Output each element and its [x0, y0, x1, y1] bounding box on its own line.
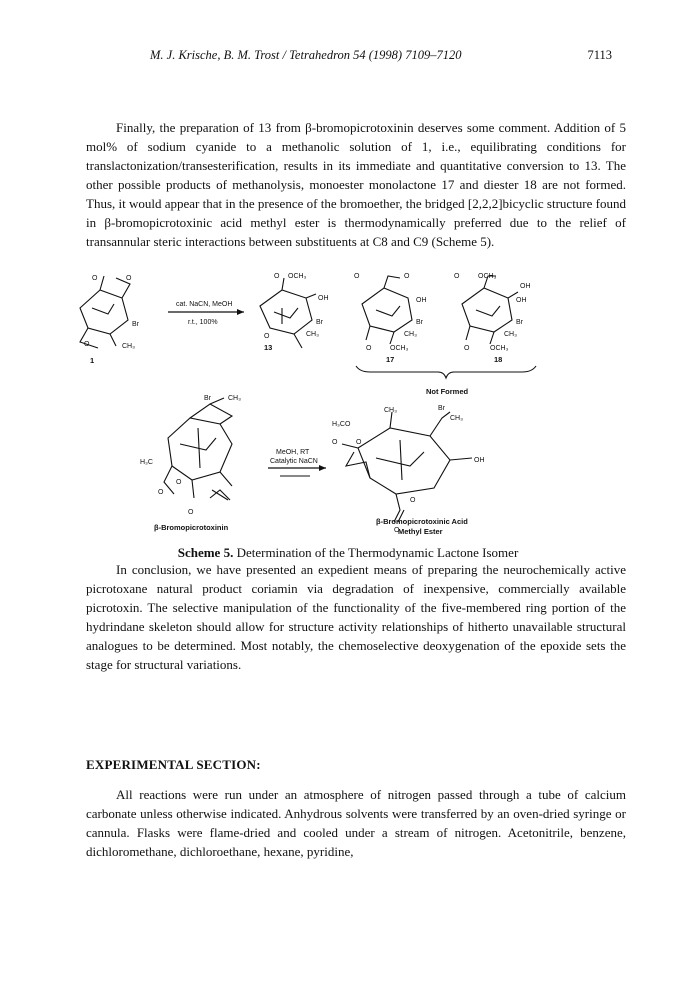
- atom-och3: OCH₃: [288, 273, 307, 280]
- section-heading: EXPERIMENTAL SECTION:: [86, 757, 261, 772]
- atom-oh: OH: [520, 283, 531, 290]
- atom-h3c: H₃C: [140, 459, 153, 466]
- structure-bromopicrotoxinin: [140, 395, 241, 532]
- reagent-label: cat. NaCN, MeOH: [176, 301, 233, 308]
- atom-oh: OH: [318, 295, 329, 302]
- paragraph-conclusion: In conclusion, we have presented an expedient means of preparing the neurochemically active picrotoxane natural product coriamin via degradation of inexpensive, commercially available picrotoxin. The selective manipulation of the functionality of the five-membered ring portion of the hydrindane skeleton should allow for structure activity relationships of hitherto unavailable structural analogues to be determined. Most notably, the chemoselective deoxygenation of the epoxide sets the stage for structural variations.: [86, 562, 626, 672]
- atom-o: O: [274, 273, 280, 280]
- atom-o: O: [464, 345, 470, 352]
- caption-text: Determination of the Thermodynamic Lactone Isomer: [236, 545, 519, 560]
- atom-o: O: [332, 439, 338, 446]
- compound-label-acid: β-Bromopicrotoxinic Acid: [376, 517, 468, 526]
- reagent-label: MeOH, RT: [276, 449, 310, 456]
- reaction-arrow-bottom: [268, 449, 326, 476]
- atom-o: O: [454, 273, 460, 280]
- atom-br: Br: [204, 395, 211, 402]
- compound-label-bromopicrotoxinin: β-Bromopicrotoxinin: [154, 523, 229, 532]
- atom-ch3: CH₃: [384, 407, 397, 414]
- atom-br: Br: [316, 319, 323, 326]
- atom-o: O: [366, 345, 372, 352]
- compound-number-18: 18: [494, 355, 503, 364]
- atom-o: O: [394, 527, 400, 534]
- atom-och3: OCH₃: [490, 345, 509, 352]
- compound-label-ester: Methyl Ester: [398, 527, 443, 536]
- atom-o: O: [84, 341, 90, 348]
- atom-o: O: [404, 273, 410, 280]
- atom-oh: OH: [416, 297, 427, 304]
- atom-ch3: CH₃: [306, 331, 319, 338]
- not-formed-brace: [356, 366, 536, 378]
- scheme-caption: [0, 545, 696, 561]
- atom-br: Br: [132, 321, 139, 328]
- atom-o: O: [410, 497, 416, 504]
- atom-ch3: CH₃: [504, 331, 517, 338]
- paragraph-experimental: All reactions were run under an atmosphere of nitrogen passed through a tube of calcium carbonate unless otherwise indicated. Anhydrous solvents were transferred by an oven-dried syringe or cannula. Flasks were flame-dried and cooled under a stream of nitrogen. Acetonitrile, benzene, dichloromethane, dichloroethane, hexane, pyridine,: [86, 787, 626, 859]
- compound-number-17: 17: [386, 355, 395, 364]
- scheme-5-figure: [70, 268, 630, 538]
- caption-label: Scheme 5.: [177, 545, 234, 560]
- atom-o: O: [264, 333, 270, 340]
- reaction-arrow-top: [168, 301, 244, 326]
- reagent-label: Catalytic NaCN: [270, 458, 318, 465]
- running-head: [0, 48, 696, 64]
- atom-o: O: [354, 273, 360, 280]
- structure-bromopicrotoxinic-acid-methyl-ester: [332, 405, 485, 536]
- atom-ch3: CH₃: [404, 331, 417, 338]
- atom-ch3: CH₃: [228, 395, 241, 402]
- atom-o: O: [92, 275, 98, 282]
- atom-o: O: [356, 439, 362, 446]
- compound-number-1: 1: [90, 356, 95, 365]
- structure-compound-1: [80, 275, 140, 365]
- structure-compound-13: [260, 273, 329, 352]
- atom-oh: OH: [516, 297, 527, 304]
- running-head-title: M. J. Krische, B. M. Trost / Tetrahedron 54 (1998) 7109–7120: [150, 48, 462, 62]
- atom-och3: OCH₃: [478, 273, 497, 280]
- atom-ch3: CH₃: [122, 343, 135, 350]
- atom-br: Br: [416, 319, 423, 326]
- structure-compound-18: [454, 273, 531, 364]
- atom-h3co: H₃CO: [332, 421, 351, 428]
- reaction-scheme-drawing: [70, 268, 630, 538]
- atom-br: Br: [438, 405, 445, 412]
- atom-o: O: [188, 509, 194, 516]
- paragraph-lactone-conversion: Finally, the preparation of 13 from β-bromopicrotoxinin deserves some comment. Addition of 5 mol% of sodium cyanide to a methanolic solution of 1, i.e., equilibrating conditions for translactonization/transesterification, results in its immediate and quantitative conversion to 13. The other possible products of methanolysis, monoester monolactone 17 and diester 18 are not formed. Thus, it would appear that in the presence of the bromoether, the bridged [2,2,2]bicyclic structure found in β-bromopicrotoxinic acid methyl ester is thermodynamically preferred due to the relief of transannular steric interactions between substituents at C8 and C9 (Scheme 5).: [86, 120, 626, 249]
- page-number: 7113: [587, 48, 612, 62]
- not-formed-label: Not Formed: [426, 387, 469, 396]
- compound-number-13: 13: [264, 343, 273, 352]
- condition-label: r.t., 100%: [188, 319, 218, 326]
- atom-o: O: [126, 275, 132, 282]
- atom-ch3: CH₃: [450, 415, 463, 422]
- atom-o: O: [176, 479, 182, 486]
- atom-och3: OCH₃: [390, 345, 409, 352]
- atom-br: Br: [516, 319, 523, 326]
- structure-compound-17: [354, 273, 427, 364]
- atom-o: O: [158, 489, 164, 496]
- atom-oh: OH: [474, 457, 485, 464]
